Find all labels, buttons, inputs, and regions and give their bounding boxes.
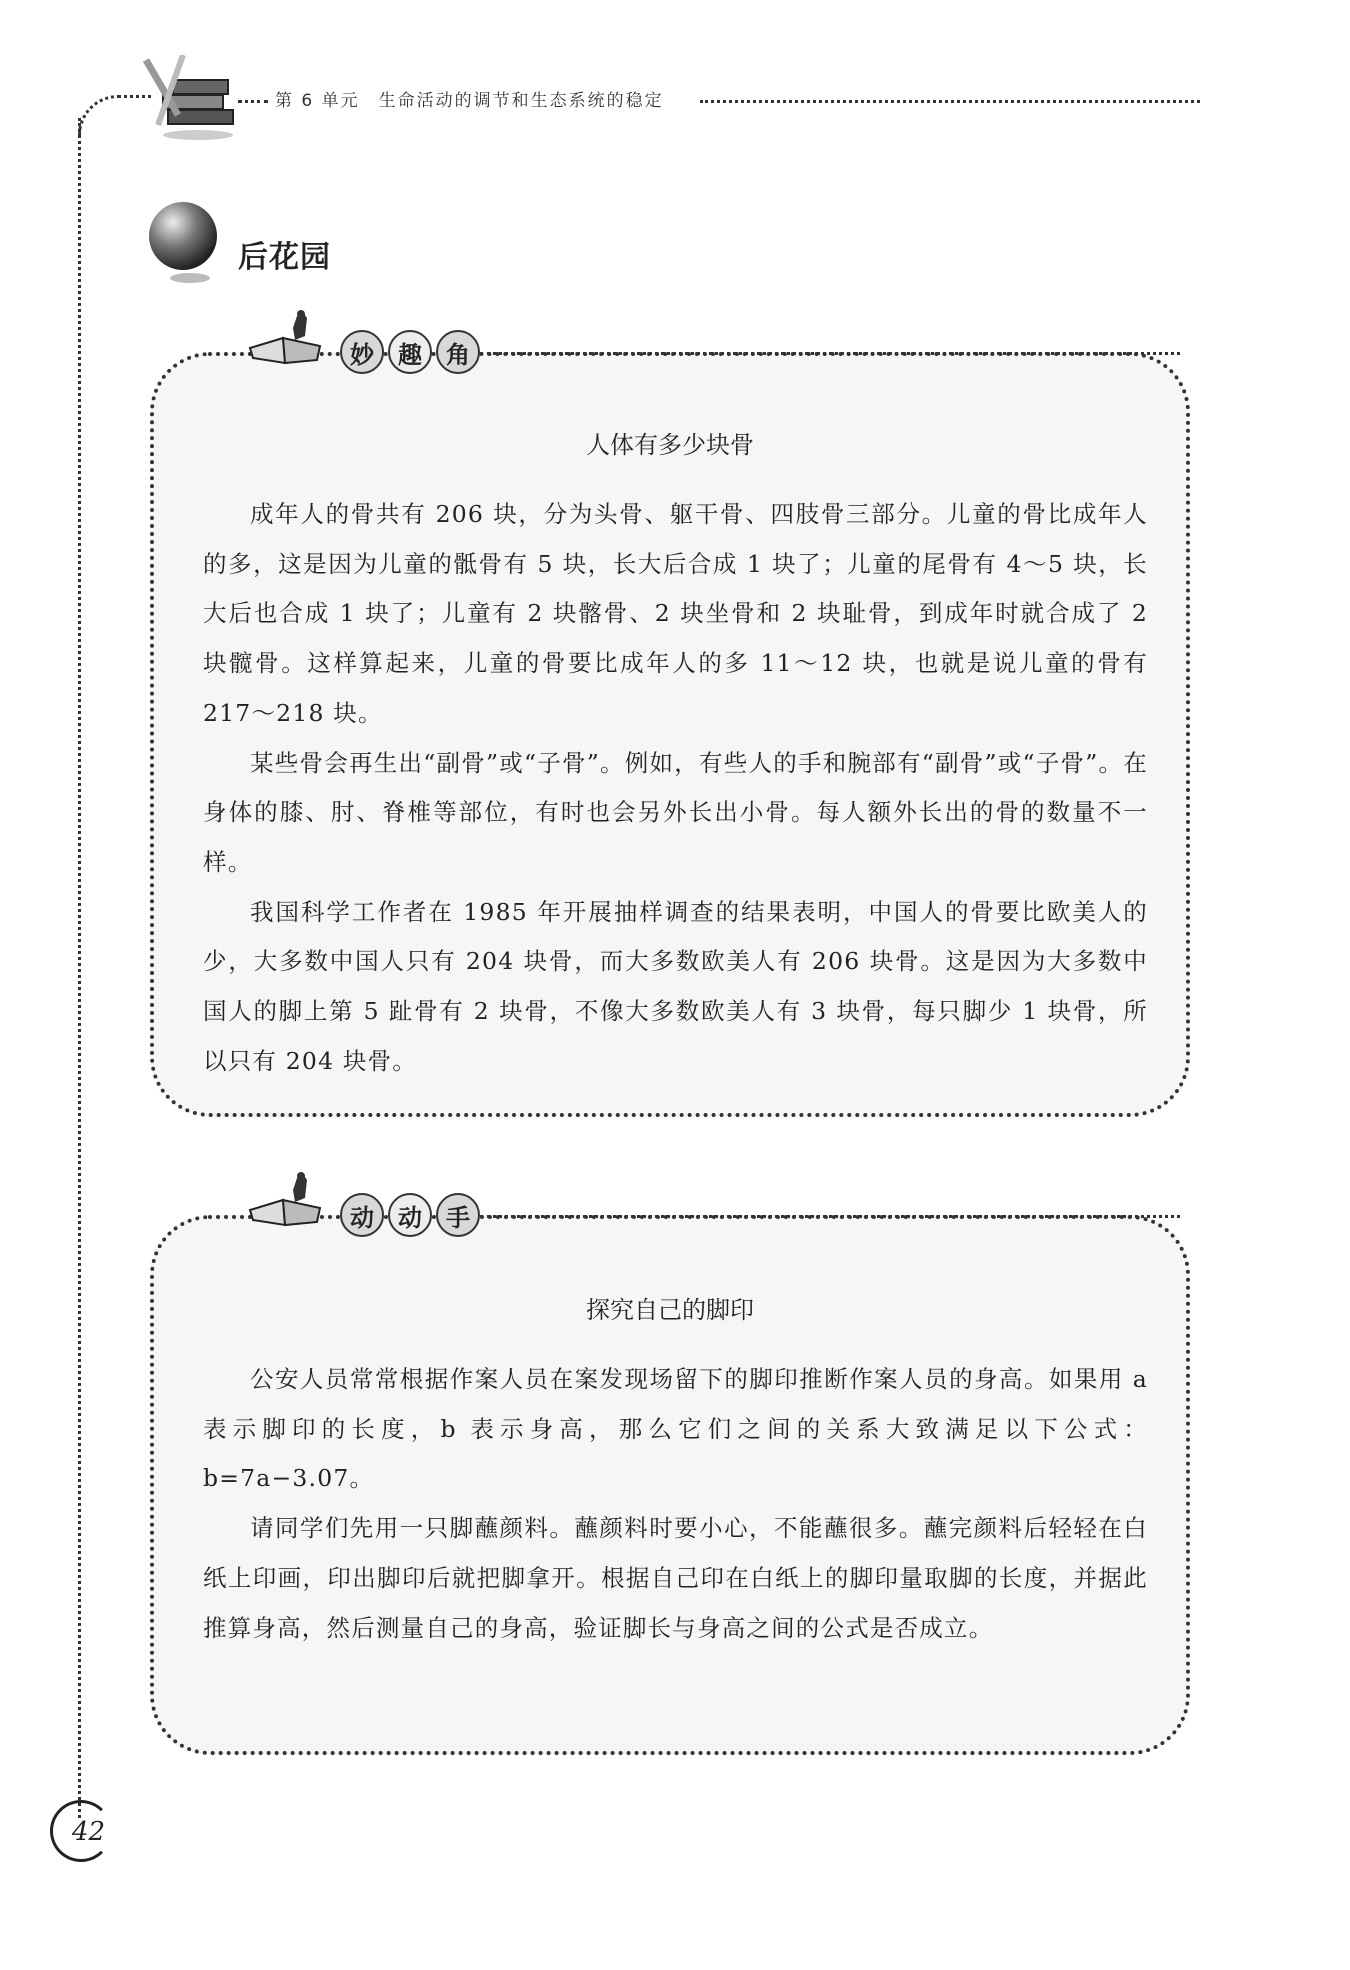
tab-char: 动 [340,1193,384,1237]
page-number: 42 [72,1817,106,1847]
tab-char: 角 [436,330,480,374]
tab-char: 手 [436,1193,480,1237]
paragraph: 我国科学工作者在 1985 年开展抽样调查的结果表明，中国人的骨要比欧美人的少，大多数中国人只有 204 块骨，而大多数欧美人有 206 块骨。这是因为大多数中国人的脚上第 5 趾骨有 2 块骨，不像大多数欧美人有 3 块骨，每只脚少 1 块骨，所以只有 204 块骨。 [203,897,1148,1075]
paragraph: 某些骨会再生出“副骨”或“子骨”。例如，有些人的手和腕部有“副骨”或“子骨”。在身体的膝、肘、脊椎等部位，有时也会另外长出小骨。每人额外长出的骨的数量不一样。 [203,748,1148,876]
open-book-icon [245,308,325,368]
unit-header: 第 6 单元 生命活动的调节和生态系统的稳定 [275,91,664,111]
paragraph: 公安人员常常根据作案人员在案发现场留下的脚印推断作案人员的身高。如果用 a 表示脚印的长度，b 表示身高，那么它们之间的关系大致满足以下公式：b=7a−3.07。 [203,1365,1148,1493]
article-title: 探究自己的脚印 [586,1296,754,1324]
article-body [203,490,1148,1086]
globe-icon [145,200,225,285]
article-title: 人体有多少块骨 [586,431,754,459]
margin-dotted-line [78,118,81,1818]
tab-char: 趣 [388,330,432,374]
books-icon [138,55,238,145]
hands-on-tab [340,1193,480,1237]
header-dots-right [700,100,1200,103]
fun-corner-tab [340,330,480,374]
tab-dots [480,1215,1180,1218]
tab-char: 动 [388,1193,432,1237]
section-title: 后花园 [238,240,331,275]
paragraph: 成年人的骨共有 206 块，分为头骨、躯干骨、四肢骨三部分。儿童的骨比成年人的多，这是因为儿童的骶骨有 5 块，长大后合成 1 块了；儿童的尾骨有 4～5 块，长大后也合成 1 块了；儿童有 2 块髂骨、2 块坐骨和 2 块耻骨，到成年时就合成了 2 块髋骨。这样算起来，儿童的骨要比成年人的多 11～12 块，也就是说儿童的骨有 217～218 块。 [203,500,1148,727]
article-body [203,1355,1148,1653]
paragraph: 请同学们先用一只脚蘸颜料。蘸颜料时要小心，不能蘸很多。蘸完颜料后轻轻在白纸上印画，印出脚印后就把脚拿开。根据自己印在白纸上的脚印量取脚的长度，并据此推算身高，然后测量自己的身高，验证脚长与身高之间的公式是否成立。 [203,1514,1148,1642]
tab-char: 妙 [340,330,384,374]
open-book-icon [245,1170,325,1230]
tab-dots [480,352,1180,355]
header-dots-left [238,100,268,103]
